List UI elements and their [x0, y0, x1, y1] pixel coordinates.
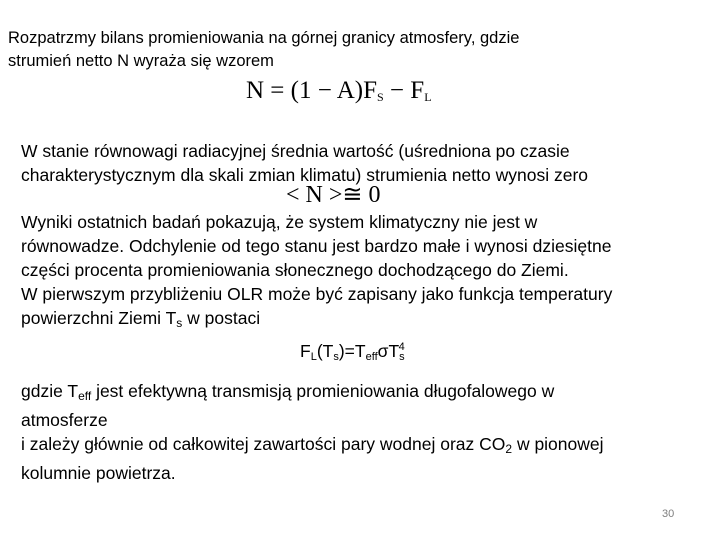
formula-sub-s: S	[376, 90, 384, 104]
results-line-5-sub: s	[176, 316, 183, 330]
intro-line-2: strumień netto N wyraża się wzorem	[8, 52, 274, 70]
intro-line-1: Rozpatrzmy bilans promieniowania na górnej granicy atmosfery, gdzie	[8, 29, 520, 47]
results-line-3: części procenta promieniowania słonecznego dochodzącego do Ziemi.	[21, 260, 569, 280]
page-number: 30	[662, 508, 675, 520]
olr-sub-s2: s	[399, 351, 405, 363]
olr-open: (T	[316, 341, 334, 361]
olr-sub-l: L	[310, 351, 317, 363]
definition-line-4: kolumnie powietrza.	[21, 463, 176, 483]
definition-line-1-prefix: gdzie T	[21, 381, 79, 401]
definition-line-3	[21, 432, 711, 461]
results-line-2: równowadze. Odchylenie od tego stanu jest bardzo małe i wynosi dziesiętne	[21, 236, 612, 256]
formula-minus: − F	[383, 77, 425, 104]
olr-sigma: σT	[377, 341, 400, 361]
mean-flux-formula: < N >≅ 0	[286, 182, 381, 208]
definition-line-1-sub: eff	[78, 389, 92, 403]
results-line-4: W pierwszym przybliżeniu OLR może być zapisany jako funkcja temperatury	[21, 284, 613, 304]
definition-line-3-prefix: i zależy głównie od całkowitej zawartości pary wodnej oraz CO	[21, 434, 506, 454]
definition-line-2: atmosferze	[21, 410, 108, 430]
olr-sub-eff: eff	[365, 351, 378, 363]
definition-line-3-sub: 2	[505, 442, 513, 456]
olr-f: F	[300, 341, 311, 361]
definition-line-3-suffix: w pionowej	[512, 434, 604, 454]
results-line-1: Wyniki ostatnich badań pokazują, że system klimatyczny nie jest w	[21, 212, 538, 232]
olr-mid: )=T	[338, 341, 366, 361]
net-flux-formula	[246, 77, 432, 111]
results-paragraph	[21, 210, 711, 335]
definition-paragraph	[21, 379, 711, 485]
formula-sub-l: L	[424, 90, 432, 104]
formula-lhs: N = (1 − A)F	[246, 77, 377, 104]
results-line-5-prefix: powierzchni Ziemi T	[21, 308, 177, 328]
definition-line-1-suffix: jest efektywną transmisją promieniowania długofalowego w	[91, 381, 555, 401]
equilibrium-line-1: W stanie równowagi radiacyjnej średnia wartość (uśredniona po czasie	[21, 141, 570, 161]
definition-line-1	[21, 379, 711, 408]
olr-sub-s1: s	[333, 351, 339, 363]
intro-paragraph	[8, 27, 712, 73]
equilibrium-line-2: charakterystycznym dla skali zmian klimatu) strumienia netto wynosi zero	[21, 165, 588, 185]
olr-sup-4: 4	[398, 341, 405, 353]
equilibrium-paragraph	[21, 139, 711, 187]
olr-formula	[300, 336, 405, 368]
results-line-5	[21, 306, 711, 335]
results-line-5-suffix: w postaci	[182, 308, 261, 328]
